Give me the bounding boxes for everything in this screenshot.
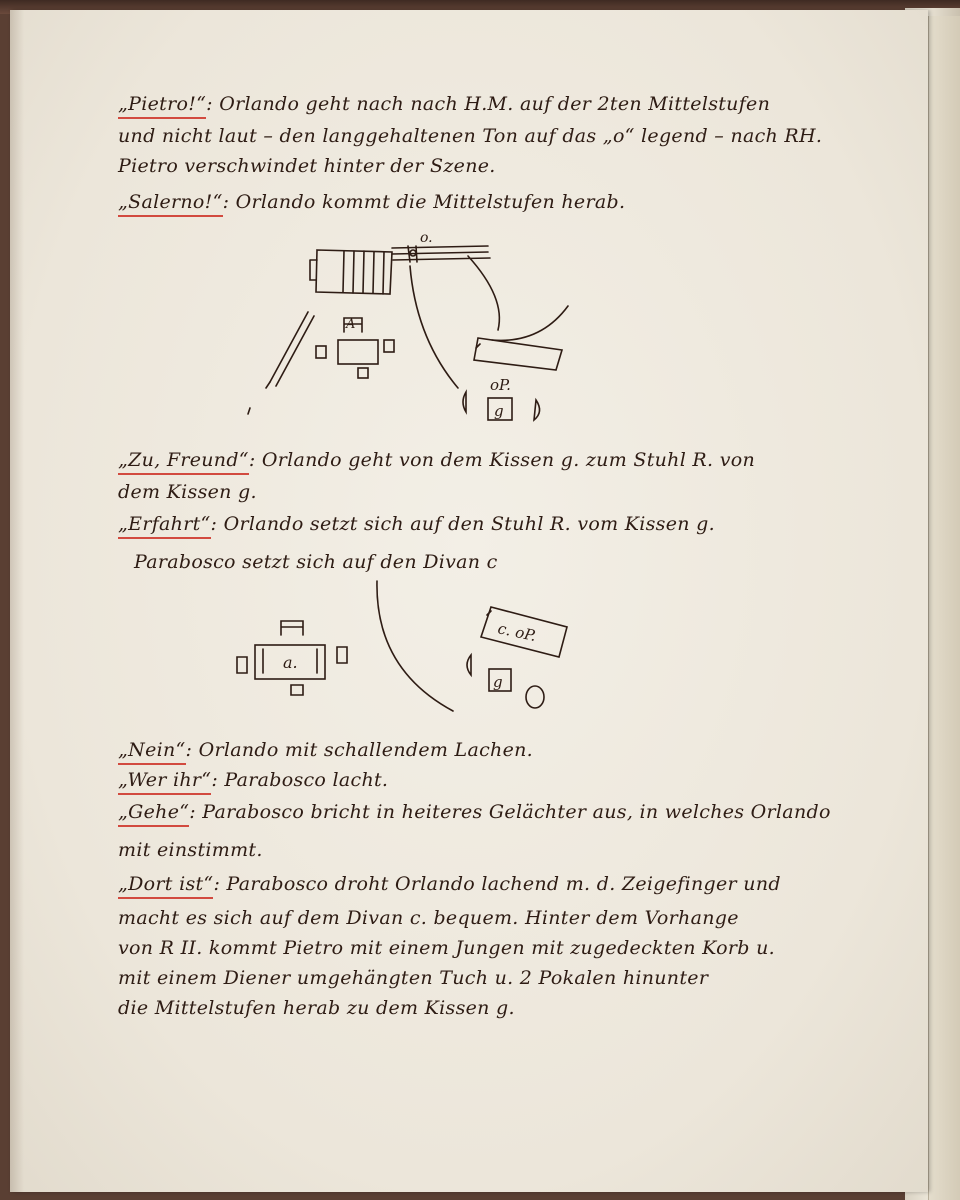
cue-word: „Pietro!“ xyxy=(118,92,206,119)
back-page-edge-inner xyxy=(928,16,960,1200)
manuscript-line: „Erfahrt“: Orlando setzt sich auf den Stuhl R. vom Kissen g. xyxy=(118,512,715,539)
manuscript-line: „Gehe“: Parabosco bricht in heiteres Gelächter aus, in welches Orlando xyxy=(118,800,831,827)
manuscript-line: Parabosco setzt sich auf den Divan c xyxy=(134,551,498,573)
manuscript-line: mit einem Diener umgehängten Tuch u. 2 Pokalen hinunter xyxy=(118,967,709,989)
stage-sketch-bottom xyxy=(225,575,585,725)
page-spine-shadow xyxy=(10,10,24,1192)
cue-word: „Gehe“ xyxy=(118,800,189,827)
sketch-label-o: o. xyxy=(420,230,433,246)
stage-sketch-top xyxy=(240,220,580,420)
sketch-label-g: g xyxy=(494,402,504,420)
manuscript-line: „Nein“: Orlando mit schallendem Lachen. xyxy=(118,738,533,765)
manuscript-line: und nicht laut – den langgehaltenen Ton auf das „o“ legend – nach RH. xyxy=(118,125,823,147)
cue-word: „Nein“ xyxy=(118,738,186,765)
cue-word: „Zu, Freund“ xyxy=(118,448,249,475)
manuscript-line: „Wer ihr“: Parabosco lacht. xyxy=(118,768,388,795)
cue-word: „Dort ist“ xyxy=(118,872,213,899)
cue-word: „Salerno!“ xyxy=(118,190,223,217)
manuscript-line: „Pietro!“: Orlando geht nach nach H.M. auf der 2ten Mittelstufen xyxy=(118,92,770,119)
manuscript-line: „Zu, Freund“: Orlando geht von dem Kissen g. zum Stuhl R. von xyxy=(118,448,755,475)
manuscript-line: „Salerno!“: Orlando kommt die Mittelstufen herab. xyxy=(118,190,625,217)
manuscript-line: die Mittelstufen herab zu dem Kissen g. xyxy=(118,997,515,1019)
manuscript-line: dem Kissen g. xyxy=(118,481,257,503)
sketch-label-g: g xyxy=(493,673,503,691)
manuscript-line: von R II. kommt Pietro mit einem Jungen mit zugedeckten Korb u. xyxy=(118,937,775,959)
sketch-label-a: A xyxy=(346,317,356,332)
sketch-label-a: a. xyxy=(283,653,298,672)
manuscript-line: mit einstimmt. xyxy=(118,839,263,861)
manuscript-line: „Dort ist“: Parabosco droht Orlando lachend m. d. Zeigefinger und xyxy=(118,872,781,899)
cue-word: „Erfahrt“ xyxy=(118,512,211,539)
sketch-label-cop: c. oP. xyxy=(496,619,538,645)
manuscript-line: macht es sich auf dem Divan c. bequem. Hinter dem Vorhange xyxy=(118,907,739,929)
manuscript-line: Pietro verschwindet hinter der Szene. xyxy=(118,155,496,177)
cue-word: „Wer ihr“ xyxy=(118,768,211,795)
sketch-label-op: oP. xyxy=(490,376,511,394)
